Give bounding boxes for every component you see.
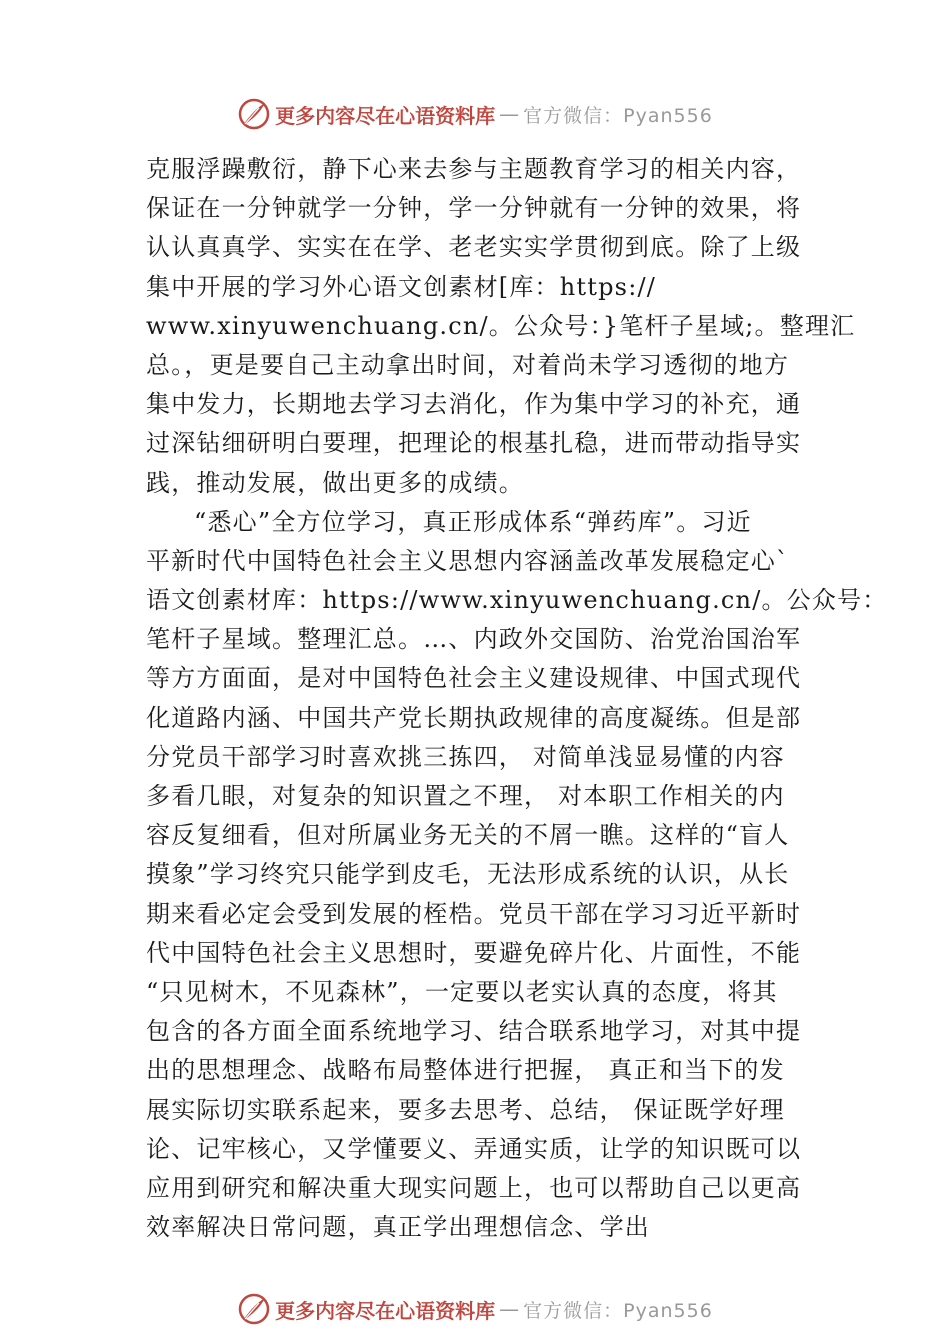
header-banner <box>0 94 950 134</box>
text-line: 多看几眼，对复杂的知识置之不理， 对本职工作相关的内 <box>146 782 785 810</box>
text-line: 总。，更是要自己主动拿出时间，对着尚未学习透彻的地方 <box>146 350 790 379</box>
text-line: 期来看必定会受到发展的桎梏。党员干部在学习习近平新时 <box>146 899 802 928</box>
banner-wechat: 官方微信：Pyan556 <box>523 104 713 127</box>
text-line: 过深钻细研明白要理，把理论的根基扎稳，进而带动指导实 <box>146 429 802 458</box>
text-line: 认认真真学、实实在在学、老老实实学贯彻到底。除了上级 <box>146 233 802 262</box>
text-line: www.xinyuwenchuang.cn/。公众号：}笔杆子星域;。整理汇 <box>146 311 856 340</box>
text-line: 摸象”学习终究只能学到皮毛，无法形成系统的认识，从长 <box>146 860 790 889</box>
text-line: 应用到研究和解决重大现实问题上，也可以帮助自己以更高 <box>146 1173 802 1202</box>
banner-title: 更多内容尽在心语资料库 <box>275 1298 496 1323</box>
text-line: “只见树木，不见森林”，一定要以老实认真的态度，将其 <box>146 977 778 1006</box>
document-body <box>146 150 888 1247</box>
text-line: 语文创素材库：https://www.xinyuwenchuang.cn/。公众号： <box>146 586 888 615</box>
text-line: 化道路内涵、中国共产党长期执政规律的高度凝练。但是部 <box>146 703 802 732</box>
text-line: 等方方面面，是对中国特色社会主义建设规律、中国式现代 <box>146 664 802 693</box>
text-line: 笔杆子星域。整理汇总。…、内政外交国防、治党治国治军 <box>146 625 802 654</box>
text-line: 分党员干部学习时喜欢挑三拣四， 对简单浅显易懂的内容 <box>146 742 785 771</box>
text-line: 平新时代中国特色社会主义思想内容涵盖改革发展稳定心` <box>146 546 790 575</box>
text-line: 出的思想理念、战略布局整体进行把握， 真正和当下的发 <box>146 1056 785 1085</box>
text-line: 集中发力，长期地去学习去消化，作为集中学习的补充，通 <box>146 390 802 419</box>
paragraph-start-line: “悉心”全方位学习，真正形成体系“弹药库”。习近 <box>194 507 752 536</box>
feather-quill-logo-icon <box>237 1292 271 1326</box>
feather-quill-logo-icon <box>237 97 271 131</box>
banner-title: 更多内容尽在心语资料库 <box>275 103 496 128</box>
banner-separator: — <box>499 1297 520 1321</box>
text-line: 代中国特色社会主义思想时，要避免碎片化、片面性，不能 <box>146 938 802 967</box>
text-line: 克服浮躁敷衍，静下心来去参与主题教育学习的相关内容， <box>146 155 802 183</box>
text-line: 践，推动发展，做出更多的成绩。 <box>146 468 524 497</box>
text-line: 论、记牢核心，又学懂要义、弄通实质，让学的知识既可以 <box>146 1134 802 1163</box>
text-line: 展实际切实联系起来，要多去思考、总结， 保证既学好理 <box>146 1095 785 1124</box>
banner-separator: — <box>499 102 520 126</box>
text-line: 集中开展的学习外心语文创素材[库：https:// <box>146 272 657 301</box>
text-line: 保证在一分钟就学一分钟，学一分钟就有一分钟的效果，将 <box>146 194 802 223</box>
footer-banner <box>0 1289 950 1329</box>
text-line: 包含的各方面全面系统地学习、结合联系地学习，对其中提 <box>146 1017 802 1046</box>
text-line: 容反复细看，但对所属业务无关的不屑一瞧。这样的“盲人 <box>146 821 790 850</box>
text-line: 效率解决日常问题，真正学出理想信念、学出 <box>146 1213 650 1242</box>
banner-wechat: 官方微信：Pyan556 <box>523 1299 713 1322</box>
